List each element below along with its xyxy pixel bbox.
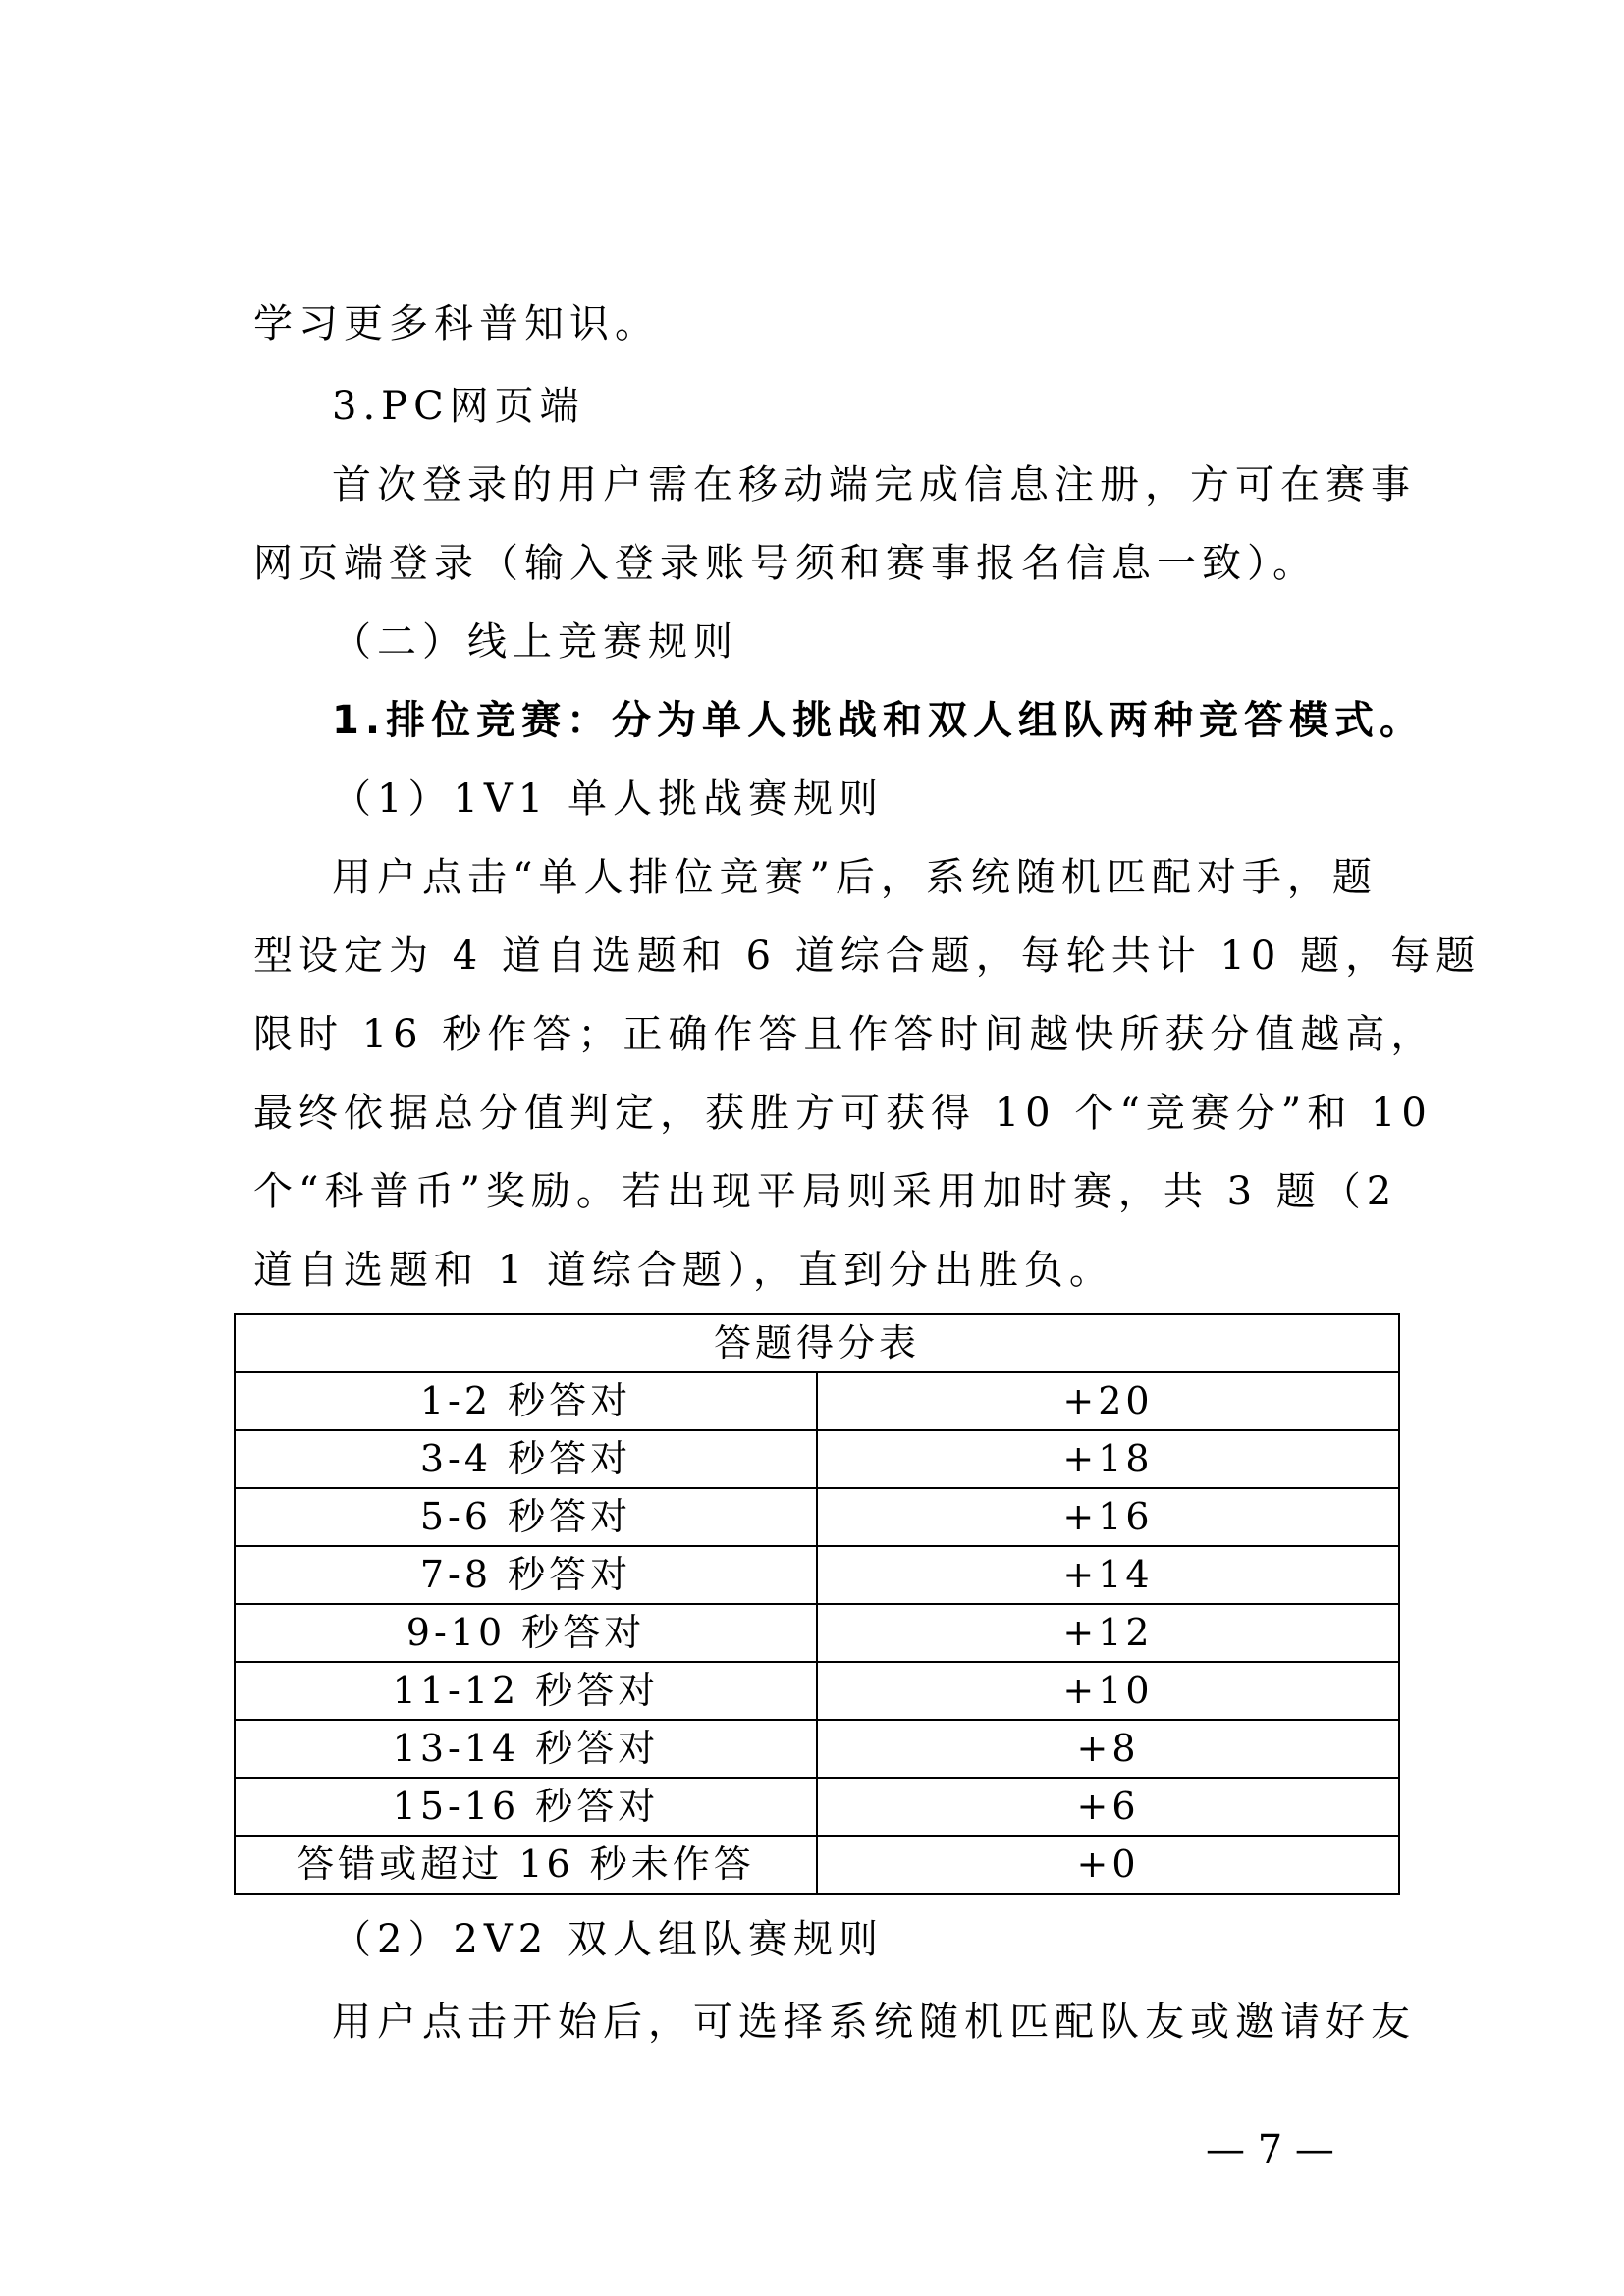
table-row xyxy=(235,1778,1399,1836)
answer-time-cell: 13-14 秒答对 xyxy=(235,1720,817,1778)
table-row xyxy=(235,1836,1399,1894)
paragraph-line: 用户点击“单人排位竞赛”后，系统随机匹配对手，题 xyxy=(332,855,1378,900)
score-table xyxy=(234,1313,1400,1895)
subheading-ranking: 1.排位竞赛：分为单人挑战和双人组队两种竞答模式。 xyxy=(332,698,1426,743)
score-cell: +10 xyxy=(817,1662,1399,1720)
paragraph-line: 学习更多科普知识。 xyxy=(253,301,660,347)
page-number: — 7 — xyxy=(1206,2127,1334,2172)
answer-time-cell: 7-8 秒答对 xyxy=(235,1546,817,1604)
answer-time-cell: 1-2 秒答对 xyxy=(235,1372,817,1430)
score-cell: +8 xyxy=(817,1720,1399,1778)
table-row xyxy=(235,1372,1399,1430)
answer-time-cell: 3-4 秒答对 xyxy=(235,1430,817,1488)
score-cell: +18 xyxy=(817,1430,1399,1488)
table-row xyxy=(235,1546,1399,1604)
table-header-row xyxy=(235,1314,1399,1372)
subheading-2v2: （2）2V2 双人组队赛规则 xyxy=(332,1917,884,1962)
paragraph-line: 个“科普币”奖励。若出现平局则采用加时赛，共 3 题（2 xyxy=(253,1169,1398,1214)
paragraph-line: 用户点击开始后，可选择系统随机匹配队友或邀请好友 xyxy=(332,2000,1416,2045)
table-row xyxy=(235,1604,1399,1662)
section-heading-pc: 3.PC网页端 xyxy=(332,384,585,429)
table-title: 答题得分表 xyxy=(235,1314,1399,1372)
answer-time-cell: 5-6 秒答对 xyxy=(235,1488,817,1546)
score-cell: +0 xyxy=(817,1836,1399,1894)
subheading-1v1: （1）1V1 单人挑战赛规则 xyxy=(332,776,884,822)
paragraph-line: 首次登录的用户需在移动端完成信息注册，方可在赛事 xyxy=(332,462,1416,507)
score-cell: +14 xyxy=(817,1546,1399,1604)
table-row xyxy=(235,1662,1399,1720)
paragraph-line: 网页端登录（输入登录账号须和赛事报名信息一致）。 xyxy=(253,541,1318,586)
answer-time-cell: 9-10 秒答对 xyxy=(235,1604,817,1662)
answer-time-cell: 11-12 秒答对 xyxy=(235,1662,817,1720)
score-cell: +16 xyxy=(817,1488,1399,1546)
answer-time-cell: 答错或超过 16 秒未作答 xyxy=(235,1836,817,1894)
table-row xyxy=(235,1488,1399,1546)
paragraph-line: 最终依据总分值判定，获胜方可获得 10 个“竞赛分”和 10 xyxy=(253,1091,1433,1136)
paragraph-line: 型设定为 4 道自选题和 6 道综合题，每轮共计 10 题，每题 xyxy=(253,934,1482,979)
paragraph-line: 限时 16 秒作答；正确作答且作答时间越快所获分值越高， xyxy=(253,1012,1436,1057)
table-row xyxy=(235,1720,1399,1778)
section-heading-rules: （二）线上竞赛规则 xyxy=(332,619,738,665)
paragraph-line: 道自选题和 1 道综合题），直到分出胜负。 xyxy=(253,1248,1114,1293)
score-cell: +12 xyxy=(817,1604,1399,1662)
score-cell: +20 xyxy=(817,1372,1399,1430)
answer-time-cell: 15-16 秒答对 xyxy=(235,1778,817,1836)
score-cell: +6 xyxy=(817,1778,1399,1836)
table-row xyxy=(235,1430,1399,1488)
